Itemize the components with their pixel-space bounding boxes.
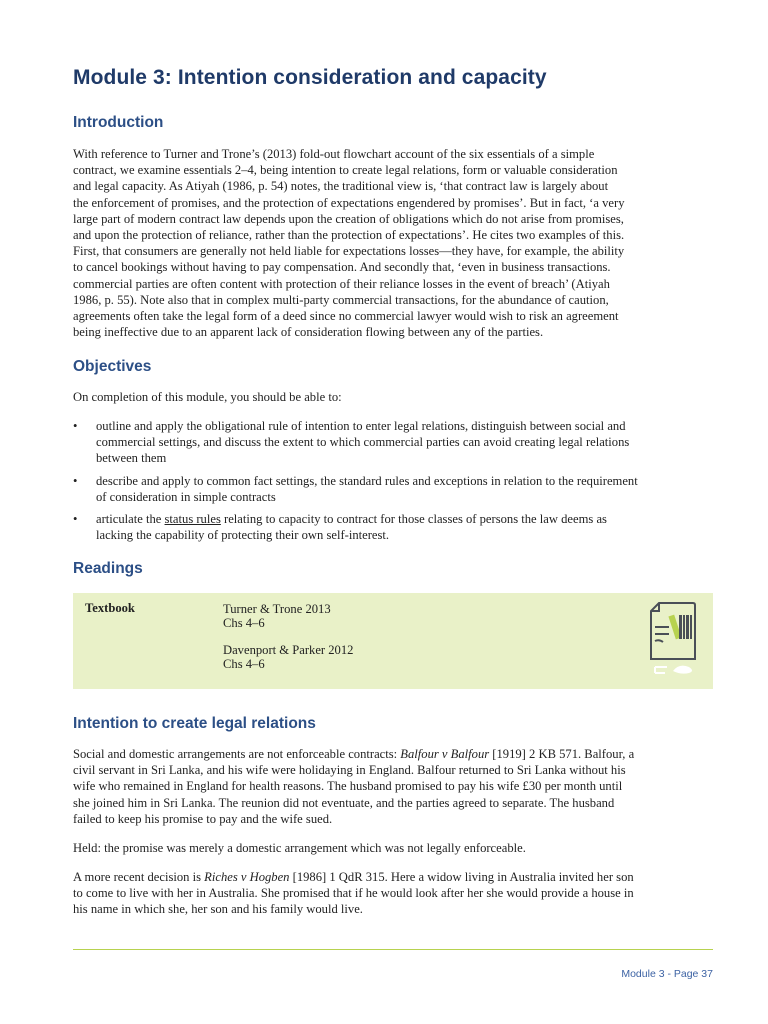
case-name: Riches v Hogben <box>204 870 290 884</box>
textbook-label: Textbook <box>85 601 135 615</box>
introduction-paragraph: With reference to Turner and Trone’s (2013) fold-out flowchart account of the six essentials of a simple contract, we examine essentials 2–4, being intention to create legal relations, form or valuable consideration and legal capacity. As Atiyah (1986, p. 54) notes, the traditional view is, ‘that contract law is largely about the enforcement of promises, and the protection of expectations engendered by promises’. But in fact, ‘a very large part of modern contract law depends upon the creation of obligations which do not arise from promises, and upon the protection of reliance, rather than the protection of expectations’. He cites two examples of this. First, that consumers are generally not held liable for expectations losses—they have, for example, the ability to cancel bookings without having to pay compensation. And secondly that, ‘even in business transactions. commercial parties are often content with protection of their reliance losses in the event of breach’ (Atiyah 1986, p. 55). Note also that in complex multi-party commercial transactions, for the abundance of caution, agreements often take the legal form of a deed since no commercial lawyer would wish to risk an agreement being ineffective due to an apparent lack of consideration flowing between any of the parties. <box>73 147 625 340</box>
intention-paragraph: Social and domestic arrangements are not enforceable contracts: Balfour v Balfour [1919] 2 KB 571. Balfour, a civil servant in Sri Lanka, and his wife were holidaying in England. Balfour returned to Sri Lanka without his wife who remained in England for health reasons. The husband promised to pay his wife £30 per month until she joined him in Sri Lanka. The reunion did not eventuate, and the parties agreed to separate. The husband failed to keep his promise to pay and the wife sued. <box>73 747 635 826</box>
reading-entry: Davenport & Parker 2012 Chs 4–6 <box>223 643 354 671</box>
bullet-icon: • <box>73 512 78 526</box>
objectives-intro: On completion of this module, you should be able to: <box>73 390 342 404</box>
readings-box <box>73 593 713 689</box>
status-rules-link[interactable]: status rules <box>164 512 221 526</box>
textbook-icon <box>645 601 707 677</box>
riches-paragraph: A more recent decision is Riches v Hogben [1986] 1 QdR 315. Here a widow living in Australia invited her son to come to live with her in Australia. She promised that if he would look after her she would provide a house in his name in which she, her son and his family would live. <box>73 870 634 917</box>
objectives-heading: Objectives <box>73 358 152 375</box>
reading-entry: Turner & Trone 2013 Chs 4–6 <box>223 602 331 630</box>
introduction-heading: Introduction <box>73 114 164 131</box>
page-title: Module 3: Intention consideration and capacity <box>73 66 547 89</box>
page-number: Module 3 - Page 37 <box>621 968 713 980</box>
case-name: Balfour v Balfour <box>400 747 490 761</box>
intention-heading: Intention to create legal relations <box>73 715 316 732</box>
footer-divider <box>73 949 713 950</box>
held-paragraph: Held: the promise was merely a domestic arrangement which was not legally enforceable. <box>73 841 526 855</box>
bullet-icon: • <box>73 474 78 488</box>
readings-heading: Readings <box>73 560 143 577</box>
bullet-icon: • <box>73 419 78 433</box>
